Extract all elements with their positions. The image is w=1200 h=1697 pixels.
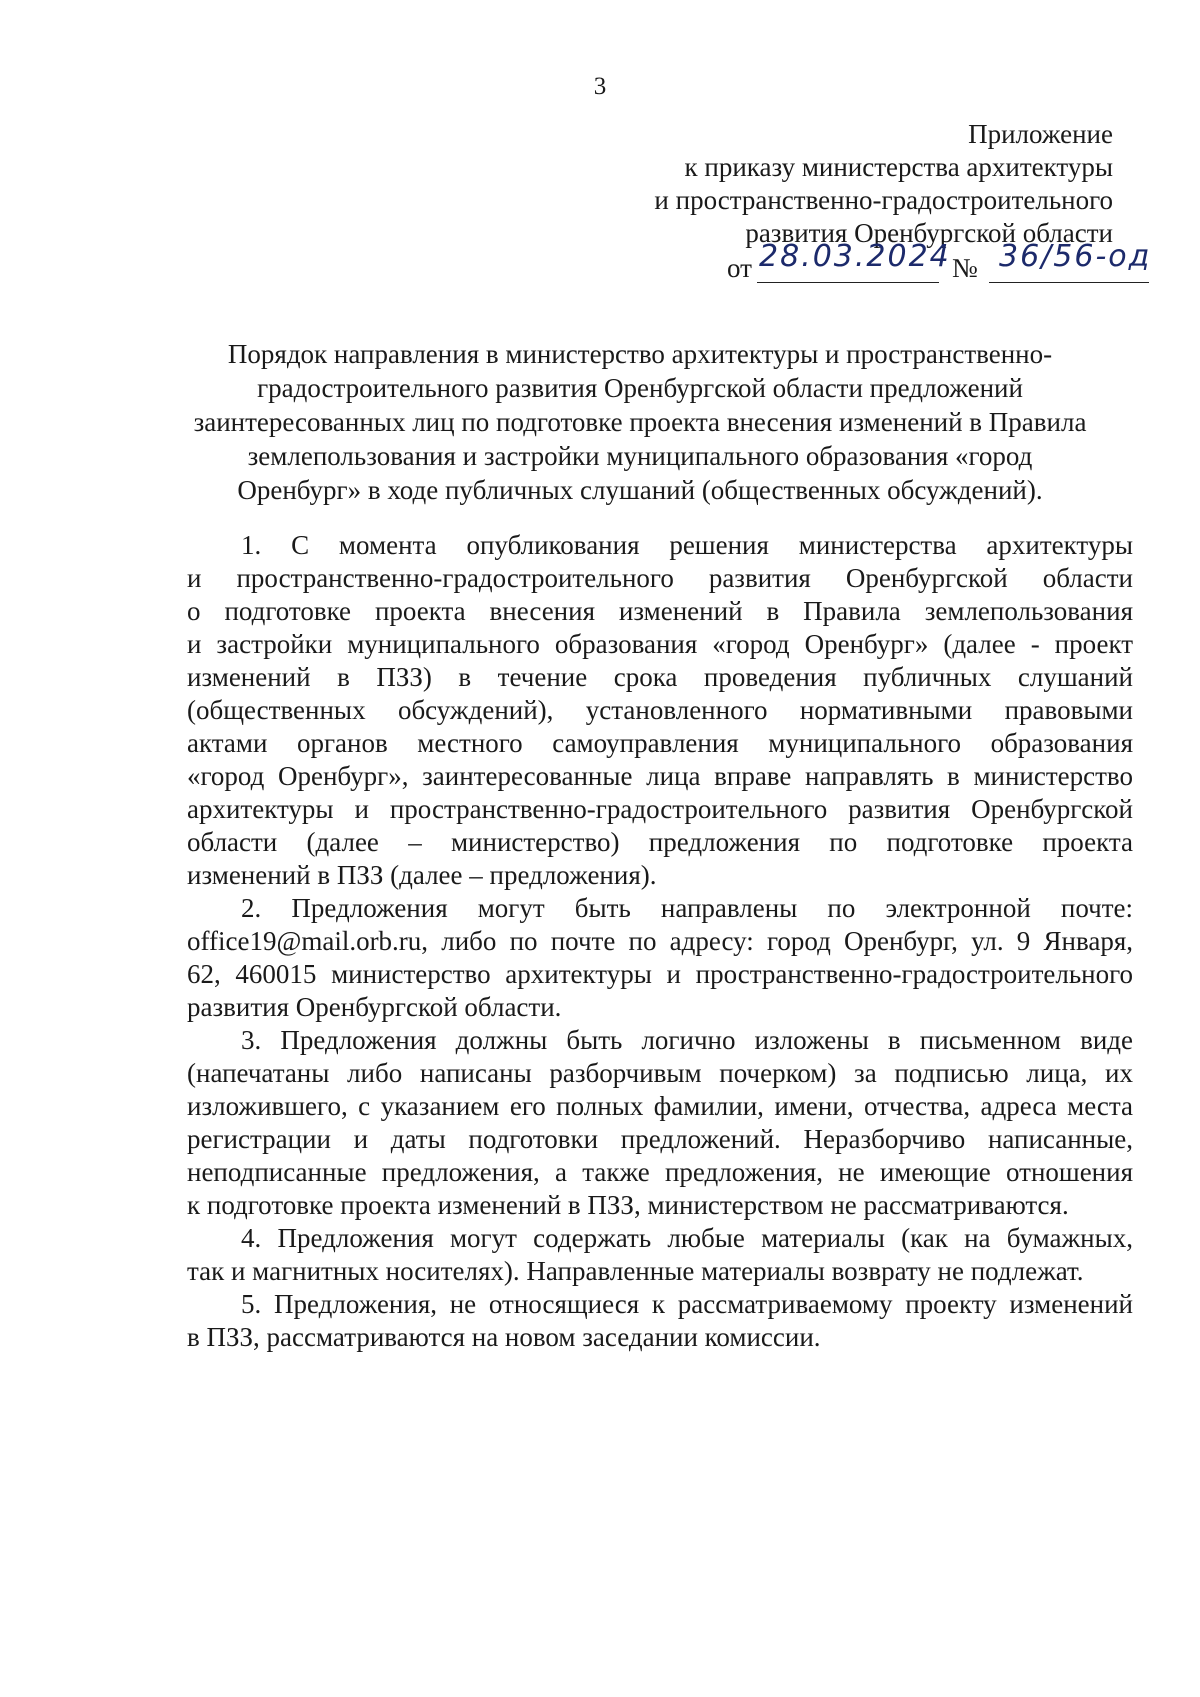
text-line: так и магнитных носителях). Направленные материалы возврату не подлежат. xyxy=(187,1256,1084,1286)
text-line: 2. Предложения могут быть направлены по электронной почте: xyxy=(241,893,1133,923)
appendix-line: и пространственно-градостроительного xyxy=(654,185,1113,215)
paragraph-3 xyxy=(187,1024,1133,1222)
paragraph-5 xyxy=(187,1288,1133,1354)
text-line: неподписанные предложения, а также предложения, не имеющие отношения xyxy=(187,1157,1133,1187)
text-line: актами органов местного самоуправления муниципального образования xyxy=(187,728,1133,758)
appendix-line: Приложение xyxy=(968,119,1113,149)
text-line: развития Оренбургской области. xyxy=(187,992,562,1022)
text-line: изложившего, с указанием его полных фамилии, имени, отчества, адреса места xyxy=(187,1091,1133,1121)
text-line: изменений в ПЗЗ (далее – предложения). xyxy=(187,860,657,890)
text-line: изменений в ПЗЗ) в течение срока проведения публичных слушаний xyxy=(187,662,1133,692)
text-line: 62, 460015 министерство архитектуры и пространственно-градостроительного xyxy=(187,959,1133,989)
paragraph-2 xyxy=(187,892,1133,1024)
title-line: заинтересованных лиц по подготовке проекта внесения изменений в Правила xyxy=(193,407,1087,437)
text-line: и застройки муниципального образования «город Оренбург» (далее - проект xyxy=(187,629,1133,659)
title-line: градостроительного развития Оренбургской области предложений xyxy=(257,373,1023,403)
text-line: области (далее – министерство) предложения по подготовке проекта xyxy=(187,827,1133,857)
appendix-header xyxy=(654,118,1113,250)
text-line: 5. Предложения, не относящиеся к рассматриваемому проекту изменений xyxy=(241,1289,1133,1319)
text-line: (напечатаны либо написаны разборчивым почерком) за подписью лица, их xyxy=(187,1058,1133,1088)
title-line: Порядок направления в министерство архитектуры и пространственно- xyxy=(227,339,1053,369)
date-label: от xyxy=(727,253,752,283)
number-underline xyxy=(989,282,1149,283)
text-line: office19@mail.orb.ru, либо по почте по адресу: город Оренбург, ул. 9 Января, xyxy=(187,926,1133,956)
text-line: «город Оренбург», заинтересованные лица вправе направлять в министерство xyxy=(187,761,1133,791)
number-label: № xyxy=(952,253,978,283)
paragraph-1 xyxy=(187,529,1133,892)
document-body xyxy=(187,529,1133,1354)
text-line: 1. С момента опубликования решения министерства архитектуры xyxy=(241,530,1133,560)
appendix-line: к приказу министерства архитектуры xyxy=(684,152,1113,182)
document-title xyxy=(140,337,1140,507)
text-line: к подготовке проекта изменений в ПЗЗ, министерством не рассматриваются. xyxy=(187,1190,1069,1220)
appendix-line: развития Оренбургской области xyxy=(745,218,1113,248)
text-line: о подготовке проекта внесения изменений в Правила землепользования xyxy=(187,596,1133,626)
text-line: регистрации и даты подготовки предложений. Неразборчиво написанные, xyxy=(187,1124,1133,1154)
title-line: землепользования и застройки муниципального образования «город xyxy=(247,441,1033,471)
text-line: 4. Предложения могут содержать любые материалы (как на бумажных, xyxy=(241,1223,1133,1253)
date-underline xyxy=(757,282,939,283)
handwritten-number: 36/56-од xyxy=(999,239,1152,274)
paragraph-4 xyxy=(187,1222,1133,1288)
text-line: архитектуры и пространственно-градостроительного развития Оренбургской xyxy=(187,794,1133,824)
title-line: Оренбург» в ходе публичных слушаний (общественных обсуждений). xyxy=(237,475,1043,505)
order-date-number xyxy=(727,239,1167,292)
text-line: (общественных обсуждений), установленного нормативными правовыми xyxy=(187,695,1133,725)
text-line: 3. Предложения должны быть логично изложены в письменном виде xyxy=(241,1025,1133,1055)
handwritten-date: 28.03.2024 xyxy=(759,239,951,274)
page-number: 3 xyxy=(593,73,607,100)
text-line: в ПЗЗ, рассматриваются на новом заседании комиссии. xyxy=(187,1322,821,1352)
text-line: и пространственно-градостроительного развития Оренбургской области xyxy=(187,563,1133,593)
